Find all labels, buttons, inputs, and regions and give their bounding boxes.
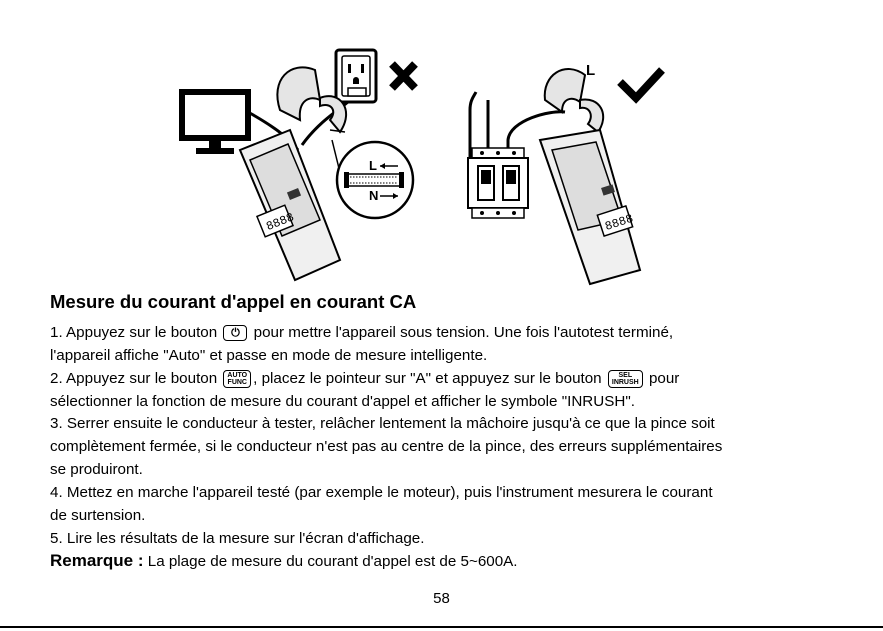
outlet-icon <box>336 50 376 102</box>
remark-text: La plage de mesure du courant d'appel est de 5~600A. <box>143 553 518 570</box>
step-1-line-2: l'appareil affiche "Auto" et passe en mode de mesure intelligente. <box>50 347 488 364</box>
sel-inrush-button-icon: SEL INRUSH <box>608 370 643 388</box>
clamp-meter-icon <box>240 67 346 280</box>
step-3-line-1: 3. Serrer ensuite le conducteur à tester, relâcher lentement la mâchoire jusqu'à ce que la pince soit <box>50 415 715 432</box>
check-icon <box>620 70 662 98</box>
remark-label: Remarque : <box>50 551 144 570</box>
auto-func-button-icon: AUTO FUNC <box>223 370 251 388</box>
svg-text:8888: 8888 <box>264 210 297 235</box>
section-heading: Mesure du courant d'appel en courant CA <box>50 291 417 312</box>
measurement-illustration <box>170 40 690 290</box>
page-number: 58 <box>433 590 450 607</box>
step-4-line-2: de surtension. <box>50 507 146 524</box>
inset-label-n: N <box>369 188 379 203</box>
monitor-icon <box>182 92 248 154</box>
step-1-line-1: 1. Appuyez sur le bouton ⏻ pour mettre l'appareil sous tension. Une fois l'autotest terminé, <box>50 324 674 341</box>
step-2-line-2: sélectionner la fonction de mesure du courant d'appel et afficher le symbole "INRUSH". <box>50 393 635 410</box>
step-3-line-3: se produiront. <box>50 461 143 478</box>
step-5: 5. Lire les résultats de la mesure sur l'écran d'affichage. <box>50 530 425 547</box>
step-4-line-1: 4. Mettez en marche l'appareil testé (par exemple le moteur), puis l'instrument mesurera le courant <box>50 484 713 501</box>
cross-icon <box>392 64 415 88</box>
power-icon: ⏻ <box>223 325 247 341</box>
step-3-line-2: complètement fermée, si le conducteur n'est pas au centre de la pince, des erreurs supplémentaires <box>50 438 723 455</box>
wire-label-l: L <box>586 62 596 79</box>
step-2-line-1: 2. Appuyez sur le bouton AUTO FUNC , placez le pointeur sur "A" et appuyez sur le bouton SEL INRUSH pour <box>50 370 680 387</box>
remark <box>50 550 518 572</box>
inset-detail <box>337 142 413 218</box>
svg-text:8888: 8888 <box>603 211 636 234</box>
clamp-meter-icon <box>540 69 640 284</box>
breaker-icon <box>468 148 528 218</box>
bottom-rule <box>0 626 883 628</box>
inset-label-l: L <box>369 158 377 173</box>
